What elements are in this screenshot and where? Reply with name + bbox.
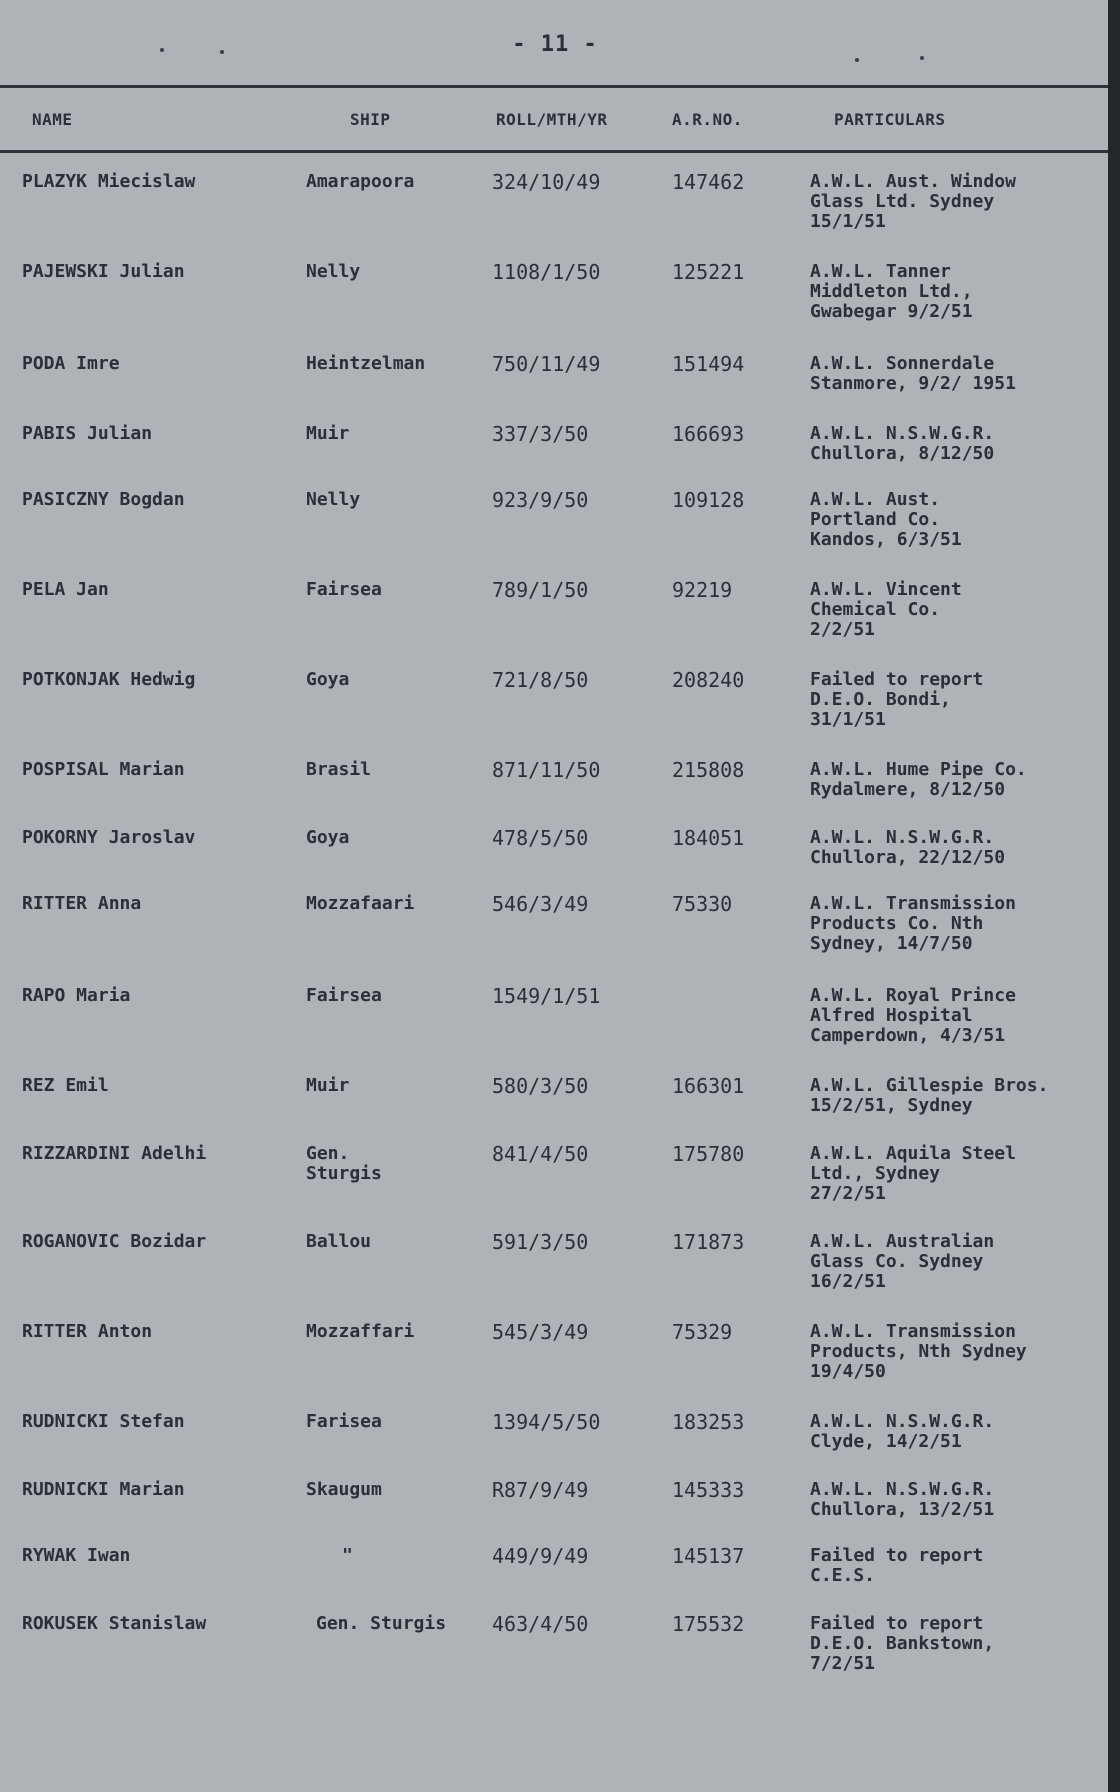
row-roll: 923/9/50 — [492, 488, 589, 512]
row-roll: 449/9/49 — [492, 1544, 589, 1568]
row-ship: Goya — [306, 669, 350, 690]
table-row — [0, 1144, 1110, 1224]
row-name: POKORNY Jaroslav — [22, 827, 196, 848]
row-roll: 871/11/50 — [492, 758, 601, 782]
row-name: RIZZARDINI Adelhi — [22, 1143, 207, 1164]
row-ship: Fairsea — [306, 985, 382, 1006]
row-name: POSPISAL Marian — [22, 759, 185, 780]
row-ar-no: 215808 — [672, 758, 745, 782]
top-rule — [0, 85, 1110, 88]
table-row — [0, 1322, 1110, 1402]
row-ar-no: 92219 — [672, 578, 733, 602]
row-ship: Muir — [306, 1075, 350, 1096]
row-name: POTKONJAK Hedwig — [22, 669, 196, 690]
row-particulars: A.W.L. Royal Prince Alfred Hospital Camperdown, 4/3/51 — [810, 985, 1016, 1046]
row-name: RITTER Anton — [22, 1321, 153, 1342]
row-name: RITTER Anna — [22, 893, 142, 914]
header-particulars: PARTICULARS — [834, 110, 946, 129]
paper-speck — [855, 58, 859, 62]
row-ar-no: 183253 — [672, 1410, 745, 1434]
row-ship: Nelly — [306, 261, 361, 282]
row-ship: Mozzafaari — [306, 893, 415, 914]
row-ar-no: 171873 — [672, 1230, 745, 1254]
row-roll: 1108/1/50 — [492, 260, 601, 284]
row-ar-no: 208240 — [672, 668, 745, 692]
table-row — [0, 580, 1110, 660]
row-ship: Nelly — [306, 489, 361, 510]
row-ship: Skaugum — [306, 1479, 382, 1500]
row-name: RYWAK Iwan — [22, 1545, 131, 1566]
row-ar-no: 125221 — [672, 260, 745, 284]
row-ship: Mozzaffari — [306, 1321, 415, 1342]
row-roll: 789/1/50 — [492, 578, 589, 602]
row-ar-no: 175532 — [672, 1612, 745, 1636]
row-ship: Heintzelman — [306, 353, 426, 374]
row-name: PODA Imre — [22, 353, 120, 374]
row-particulars: Failed to report D.E.O. Bondi, 31/1/51 — [810, 669, 984, 730]
row-ship: Gen. Sturgis — [306, 1143, 382, 1184]
row-particulars: A.W.L. N.S.W.G.R. Chullora, 22/12/50 — [810, 827, 1006, 868]
row-roll: 337/3/50 — [492, 422, 589, 446]
row-ar-no: 109128 — [672, 488, 745, 512]
row-particulars: A.W.L. Transmission Products Co. Nth Sydney, 14/7/50 — [810, 893, 1016, 954]
row-ship: Farisea — [306, 1411, 382, 1432]
page-edge-shadow — [1108, 0, 1120, 1792]
header-name: NAME — [32, 110, 73, 129]
table-row — [0, 172, 1110, 252]
header-ship: SHIP — [350, 110, 391, 129]
row-roll: 591/3/50 — [492, 1230, 589, 1254]
table-row — [0, 1232, 1110, 1312]
row-roll: 463/4/50 — [492, 1612, 589, 1636]
row-ar-no: 145333 — [672, 1478, 745, 1502]
row-name: RUDNICKI Marian — [22, 1479, 185, 1500]
row-particulars: A.W.L. N.S.W.G.R. Clyde, 14/2/51 — [810, 1411, 995, 1452]
row-roll: 324/10/49 — [492, 170, 601, 194]
row-particulars: A.W.L. Aust. Window Glass Ltd. Sydney 15/1/51 — [810, 171, 1016, 232]
table-row — [0, 262, 1110, 342]
row-roll: 478/5/50 — [492, 826, 589, 850]
row-ar-no: 166301 — [672, 1074, 745, 1098]
row-ship: Ballou — [306, 1231, 372, 1252]
row-name: REZ Emil — [22, 1075, 109, 1096]
row-particulars: A.W.L. Hume Pipe Co. Rydalmere, 8/12/50 — [810, 759, 1027, 800]
row-name: RAPO Maria — [22, 985, 131, 1006]
header-ar-no: A.R.NO. — [672, 110, 743, 129]
row-roll: 580/3/50 — [492, 1074, 589, 1098]
row-name: ROGANOVIC Bozidar — [22, 1231, 207, 1252]
table-row — [0, 670, 1110, 750]
row-ship: " — [342, 1545, 353, 1566]
row-ship: Muir — [306, 423, 350, 444]
page-number: - 11 - — [512, 32, 598, 57]
row-name: PABIS Julian — [22, 423, 153, 444]
row-particulars: A.W.L. Aust. Portland Co. Kandos, 6/3/51 — [810, 489, 962, 550]
row-ar-no: 75330 — [672, 892, 733, 916]
row-ship: Amarapoora — [306, 171, 415, 192]
table-row — [0, 986, 1110, 1066]
row-ar-no: 175780 — [672, 1142, 745, 1166]
row-ar-no: 151494 — [672, 352, 745, 376]
row-name: ROKUSEK Stanislaw — [22, 1613, 207, 1634]
row-ar-no: 166693 — [672, 422, 745, 446]
row-ship: Gen. Sturgis — [316, 1613, 447, 1634]
row-roll: 750/11/49 — [492, 352, 601, 376]
row-ar-no: 75329 — [672, 1320, 733, 1344]
row-ship: Goya — [306, 827, 350, 848]
row-particulars: A.W.L. Aquila Steel Ltd., Sydney 27/2/51 — [810, 1143, 1016, 1204]
row-roll: 546/3/49 — [492, 892, 589, 916]
row-ship: Brasil — [306, 759, 372, 780]
row-particulars: A.W.L. Transmission Products, Nth Sydney 19/4/50 — [810, 1321, 1027, 1382]
table-row — [0, 490, 1110, 570]
row-roll: 841/4/50 — [492, 1142, 589, 1166]
row-particulars: A.W.L. Vincent Chemical Co. 2/2/51 — [810, 579, 962, 640]
header-roll: ROLL/MTH/YR — [496, 110, 608, 129]
row-name: PAJEWSKI Julian — [22, 261, 185, 282]
row-particulars: A.W.L. Australian Glass Co. Sydney 16/2/51 — [810, 1231, 995, 1292]
row-roll: R87/9/49 — [492, 1478, 589, 1502]
row-name: PELA Jan — [22, 579, 109, 600]
row-particulars: Failed to report D.E.O. Bankstown, 7/2/51 — [810, 1613, 995, 1674]
row-particulars: A.W.L. Gillespie Bros. 15/2/51, Sydney — [810, 1075, 1049, 1116]
row-particulars: A.W.L. N.S.W.G.R. Chullora, 13/2/51 — [810, 1479, 995, 1520]
row-particulars: A.W.L. Sonnerdale Stanmore, 9/2/ 1951 — [810, 353, 1016, 394]
row-particulars: A.W.L. N.S.W.G.R. Chullora, 8/12/50 — [810, 423, 995, 464]
header-rule — [0, 150, 1110, 153]
table-row — [0, 1614, 1110, 1694]
row-roll: 1394/5/50 — [492, 1410, 601, 1434]
row-particulars: A.W.L. Tanner Middleton Ltd., Gwabegar 9/2/51 — [810, 261, 973, 322]
table-row — [0, 894, 1110, 974]
row-name: PLAZYK Miecislaw — [22, 171, 196, 192]
row-name: RUDNICKI Stefan — [22, 1411, 185, 1432]
row-particulars: Failed to report C.E.S. — [810, 1545, 984, 1586]
row-ar-no: 184051 — [672, 826, 745, 850]
row-name: PASICZNY Bogdan — [22, 489, 185, 510]
row-roll: 545/3/49 — [492, 1320, 589, 1344]
row-ar-no: 147462 — [672, 170, 745, 194]
row-ar-no: 145137 — [672, 1544, 745, 1568]
row-roll: 1549/1/51 — [492, 984, 601, 1008]
row-roll: 721/8/50 — [492, 668, 589, 692]
row-ship: Fairsea — [306, 579, 382, 600]
